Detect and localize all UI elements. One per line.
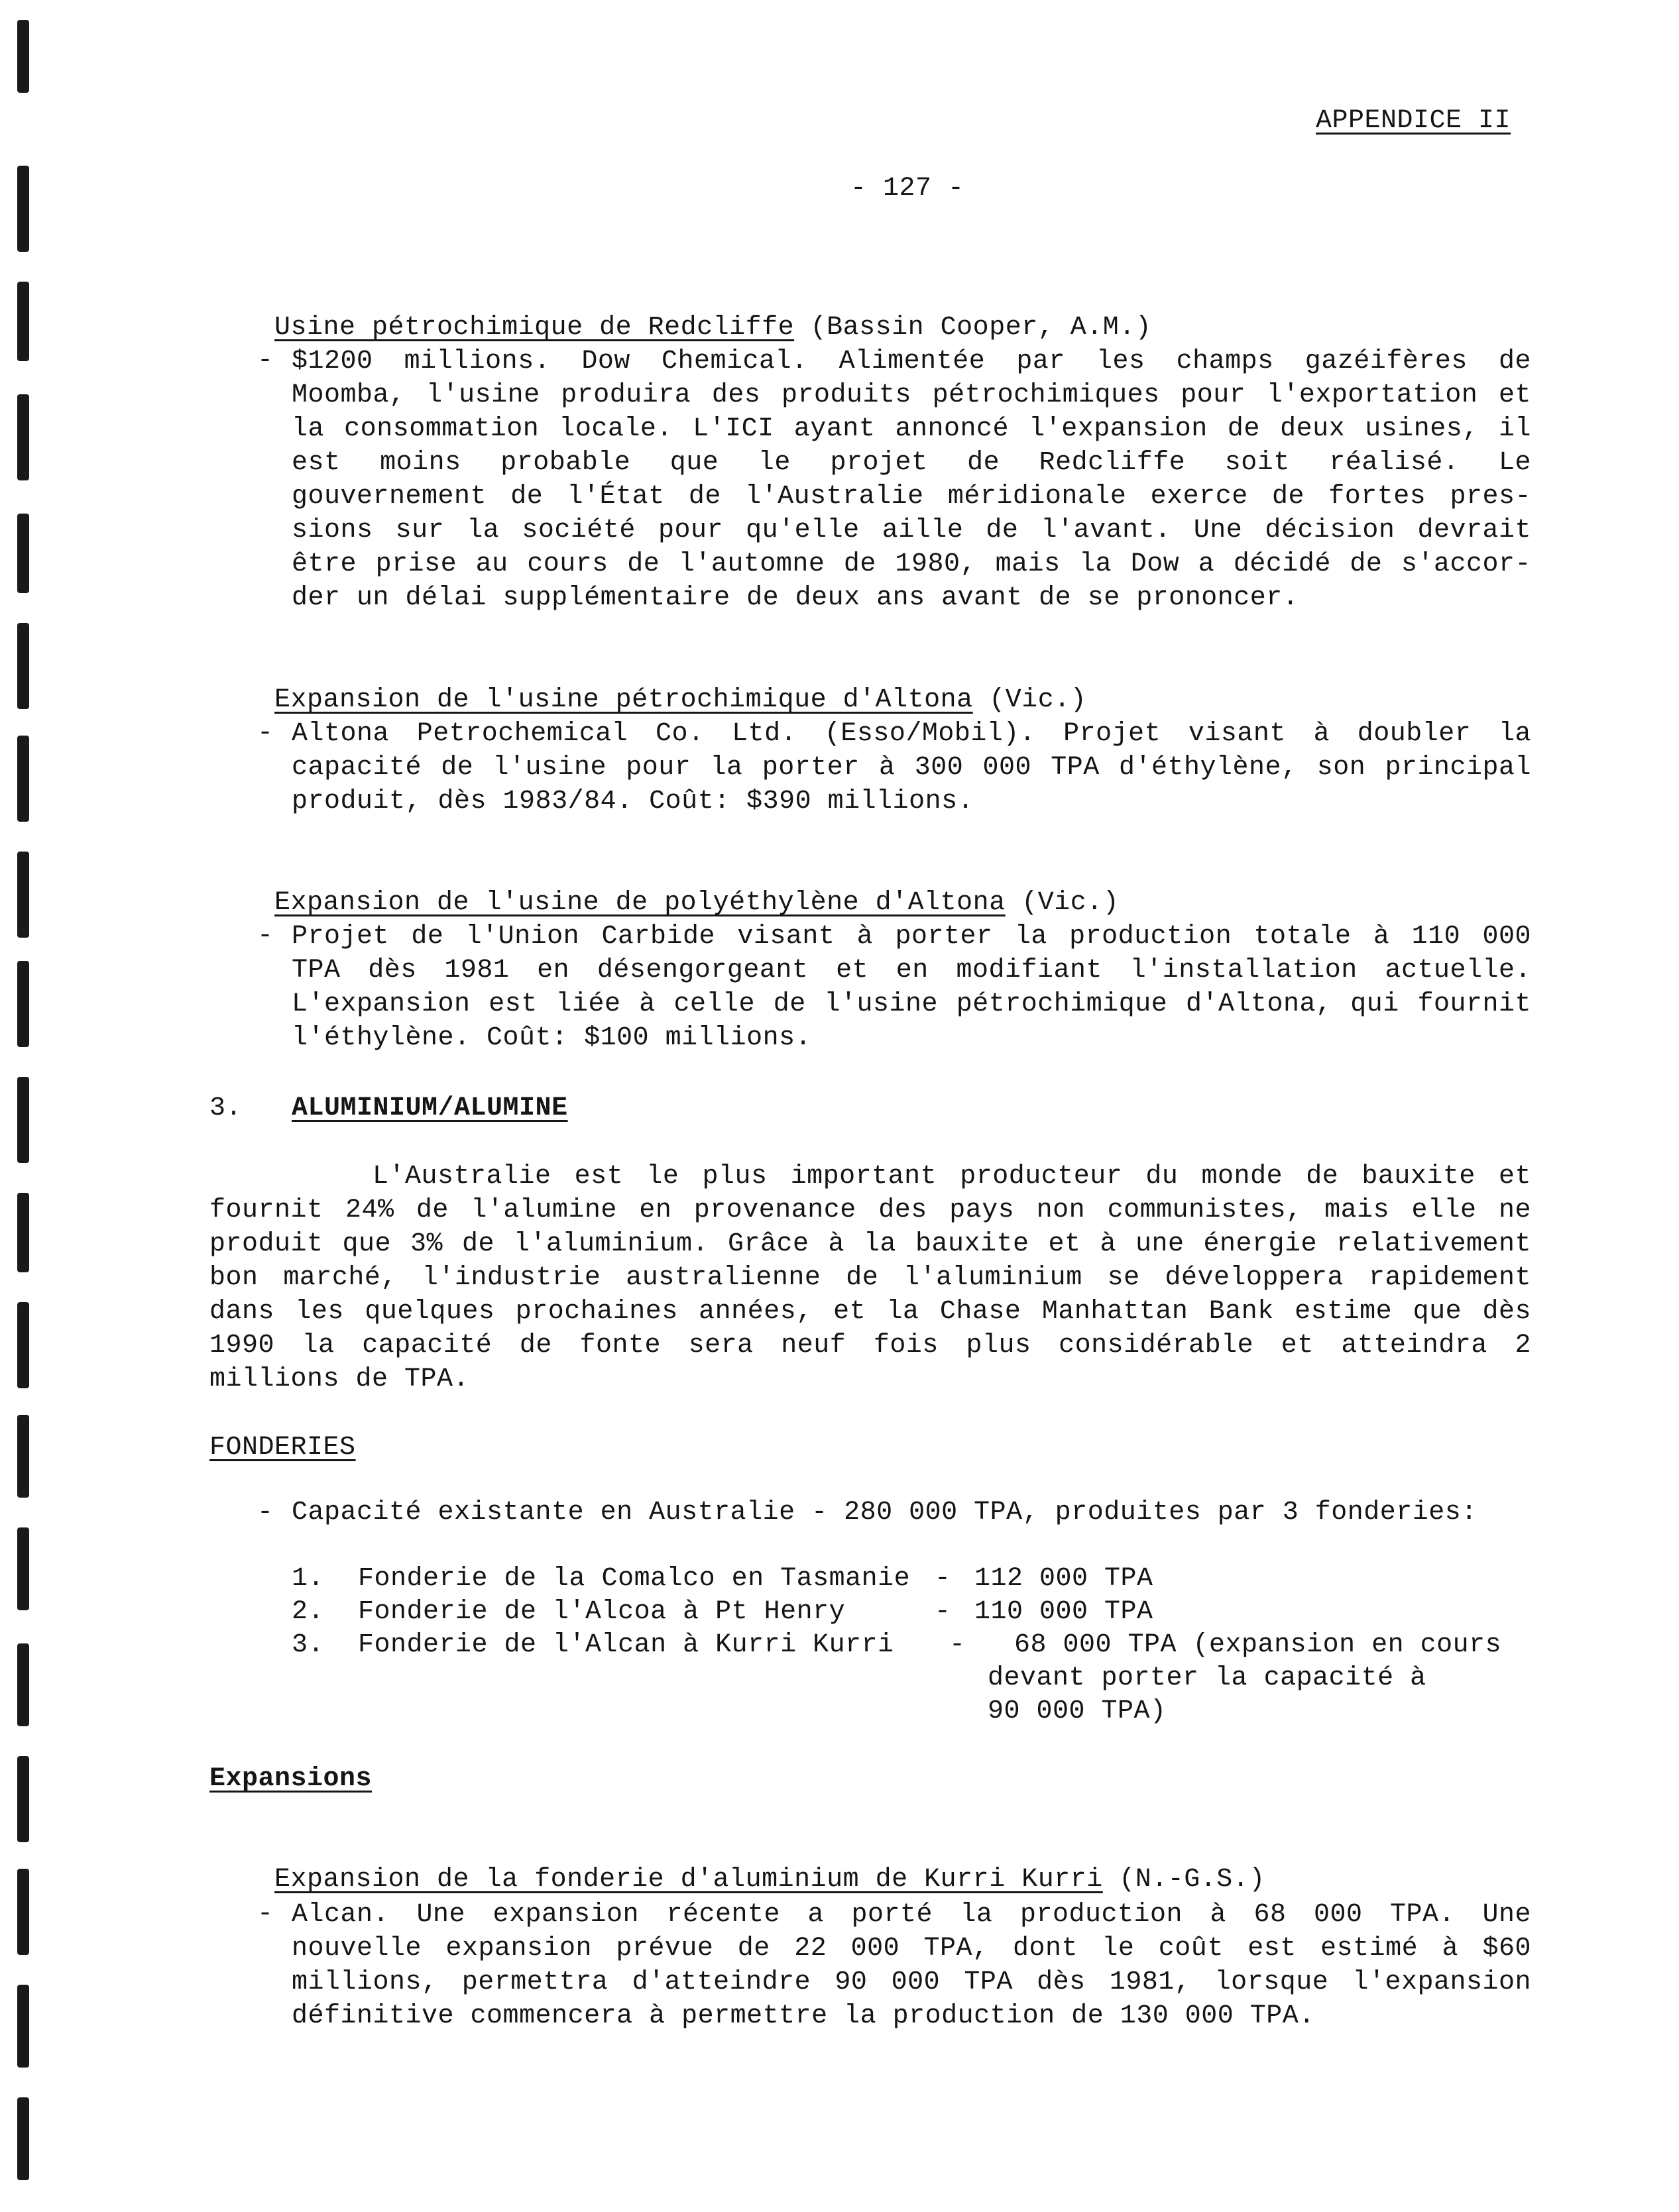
altona-petro-paragraph <box>292 717 1531 818</box>
list-item-name: Fonderie de l'Alcan à Kurri Kurri <box>358 1630 894 1660</box>
text-line: L'expansion est liée à celle de l'usine pétrochimique d'Altona, qui fournit <box>292 989 1531 1019</box>
section-title: Expansion de la fonderie d'aluminium de Kurri Kurri <box>274 1865 1103 1895</box>
bullet-dash: - <box>257 718 274 748</box>
text-line: Altona Petrochemical Co. Ltd. (Esso/Mobil). Projet visant à doubler la <box>292 719 1531 749</box>
list-item-dash: - <box>949 1630 966 1660</box>
text-line: produit que 3% de l'aluminium. Grâce à la bauxite et à une énergie relativement <box>209 1229 1531 1259</box>
kurri-paragraph <box>292 1898 1531 2033</box>
aluminium-paragraph <box>209 1160 1531 1396</box>
text-line: fournit 24% de l'alumine en provenance des pays non communistes, mais elle ne <box>209 1195 1531 1225</box>
section-title: Usine pétrochimique de Redcliffe <box>274 313 795 343</box>
binder-mark <box>17 2097 29 2180</box>
list-item-continuation: 90 000 TPA) <box>988 1696 1167 1726</box>
fonderies-intro: Capacité existante en Australie - 280 000 TPA, produites par 3 fonderies: <box>292 1498 1477 1527</box>
text-line: TPA dès 1981 en désengorgeant et en modifiant l'installation actuelle. <box>292 956 1531 985</box>
text-line: Moomba, l'usine produira des produits pétrochimiques pour l'exportation et <box>292 380 1531 410</box>
list-item-dash: - <box>935 1597 951 1627</box>
list-item-value: 68 000 TPA (expansion en cours <box>1014 1630 1502 1660</box>
appendix-label: APPENDICE II <box>1316 106 1511 136</box>
list-item-dash: - <box>935 1564 951 1594</box>
bullet-dash: - <box>257 921 274 951</box>
text-line: Alcan. Une expansion récente a porté la production à 68 000 TPA. Une <box>292 1900 1531 1930</box>
binder-mark <box>17 166 29 252</box>
binder-mark <box>17 1527 29 1610</box>
section-title-fonderies: FONDERIES <box>209 1433 356 1463</box>
section-location: (Vic.) <box>1005 888 1120 918</box>
section-location: (Bassin Cooper, A.M.) <box>794 313 1152 343</box>
section-title-aluminium: ALUMINIUM/ALUMINE <box>292 1093 568 1123</box>
text-line: la consommation locale. L'ICI ayant annoncé l'expansion de deux usines, il <box>292 414 1531 444</box>
binder-mark <box>17 1643 29 1726</box>
text-line: der un délai supplémentaire de deux ans avant de se prononcer. <box>292 583 1299 613</box>
binder-mark <box>17 1869 29 1955</box>
text-line: nouvelle expansion prévue de 22 000 TPA, dont le coût est estimé à $60 <box>292 1934 1531 1963</box>
binder-mark <box>17 1756 29 1842</box>
binder-mark <box>17 1077 29 1163</box>
list-item-number: 2. <box>292 1597 325 1627</box>
binder-mark <box>17 20 29 93</box>
text-line: sions sur la société pour qu'elle aille de l'avant. Une décision devrait <box>292 516 1531 545</box>
text-line: l'éthylène. Coût: $100 millions. <box>292 1023 812 1053</box>
section-location: (Vic.) <box>972 685 1087 715</box>
binder-mark <box>17 282 29 361</box>
redcliffe-paragraph <box>292 345 1531 615</box>
binder-mark <box>17 394 29 480</box>
bullet-dash: - <box>257 346 274 376</box>
list-item-number: 1. <box>292 1564 325 1594</box>
list-item-number: 3. <box>292 1630 325 1660</box>
bullet-dash: - <box>257 1899 274 1929</box>
text-line: dans les quelques prochaines années, et la Chase Manhattan Bank estime que dès <box>209 1297 1531 1327</box>
binder-mark <box>17 1985 29 2068</box>
text-line: définitive commencera à permettre la production de 130 000 TPA. <box>292 2001 1315 2031</box>
text-line: 1990 la capacité de fonte sera neuf fois plus considérable et atteindra 2 <box>209 1331 1531 1360</box>
binder-mark <box>17 1193 29 1272</box>
list-item-name: Fonderie de l'Alcoa à Pt Henry <box>358 1597 846 1627</box>
text-line: Projet de l'Union Carbide visant à porter la production totale à 110 000 <box>292 922 1531 952</box>
section-title-expansions: Expansions <box>209 1764 373 1794</box>
text-line: L'Australie est le plus important producteur du monde de bauxite et <box>373 1162 1531 1191</box>
binder-mark <box>17 623 29 709</box>
text-line: produit, dès 1983/84. Coût: $390 millions. <box>292 787 974 816</box>
altona-poly-paragraph <box>292 920 1531 1055</box>
binder-mark <box>17 736 29 822</box>
binder-mark <box>17 514 29 593</box>
page-number: - 127 - <box>850 174 964 203</box>
list-item-value: 112 000 TPA <box>974 1564 1153 1594</box>
list-item-name: Fonderie de la Comalco en Tasmanie <box>358 1564 911 1594</box>
list-item-continuation: devant porter la capacité à <box>988 1663 1426 1693</box>
section-title: Expansion de l'usine pétrochimique d'Altona <box>274 685 973 715</box>
text-line: être prise au cours de l'automne de 1980, mais la Dow a décidé de s'accor- <box>292 549 1531 579</box>
binder-mark <box>17 852 29 938</box>
bullet-dash: - <box>257 1498 274 1527</box>
list-item-value: 110 000 TPA <box>974 1597 1153 1627</box>
text-line: millions, permettra d'atteindre 90 000 TPA dès 1981, lorsque l'expansion <box>292 1967 1531 1997</box>
text-line: est moins probable que le projet de Redcliffe soit réalisé. Le <box>292 448 1531 478</box>
text-line: $1200 millions. Dow Chemical. Alimentée par les champs gazéifères de <box>292 347 1531 376</box>
text-line: capacité de l'usine pour la porter à 300 000 TPA d'éthylène, son principal <box>292 753 1531 783</box>
text-line: millions de TPA. <box>209 1364 470 1394</box>
text-line: bon marché, l'industrie australienne de l'aluminium se développera rapidement <box>209 1263 1531 1293</box>
section-number: 3. <box>209 1093 243 1123</box>
binder-mark <box>17 1302 29 1388</box>
binder-mark <box>17 961 29 1047</box>
binder-mark <box>17 1415 29 1498</box>
section-title: Expansion de l'usine de polyéthylène d'Altona <box>274 888 1006 918</box>
section-location: (N.-G.S.) <box>1102 1865 1265 1895</box>
text-line: gouvernement de l'État de l'Australie méridionale exerce de fortes pres- <box>292 482 1531 512</box>
